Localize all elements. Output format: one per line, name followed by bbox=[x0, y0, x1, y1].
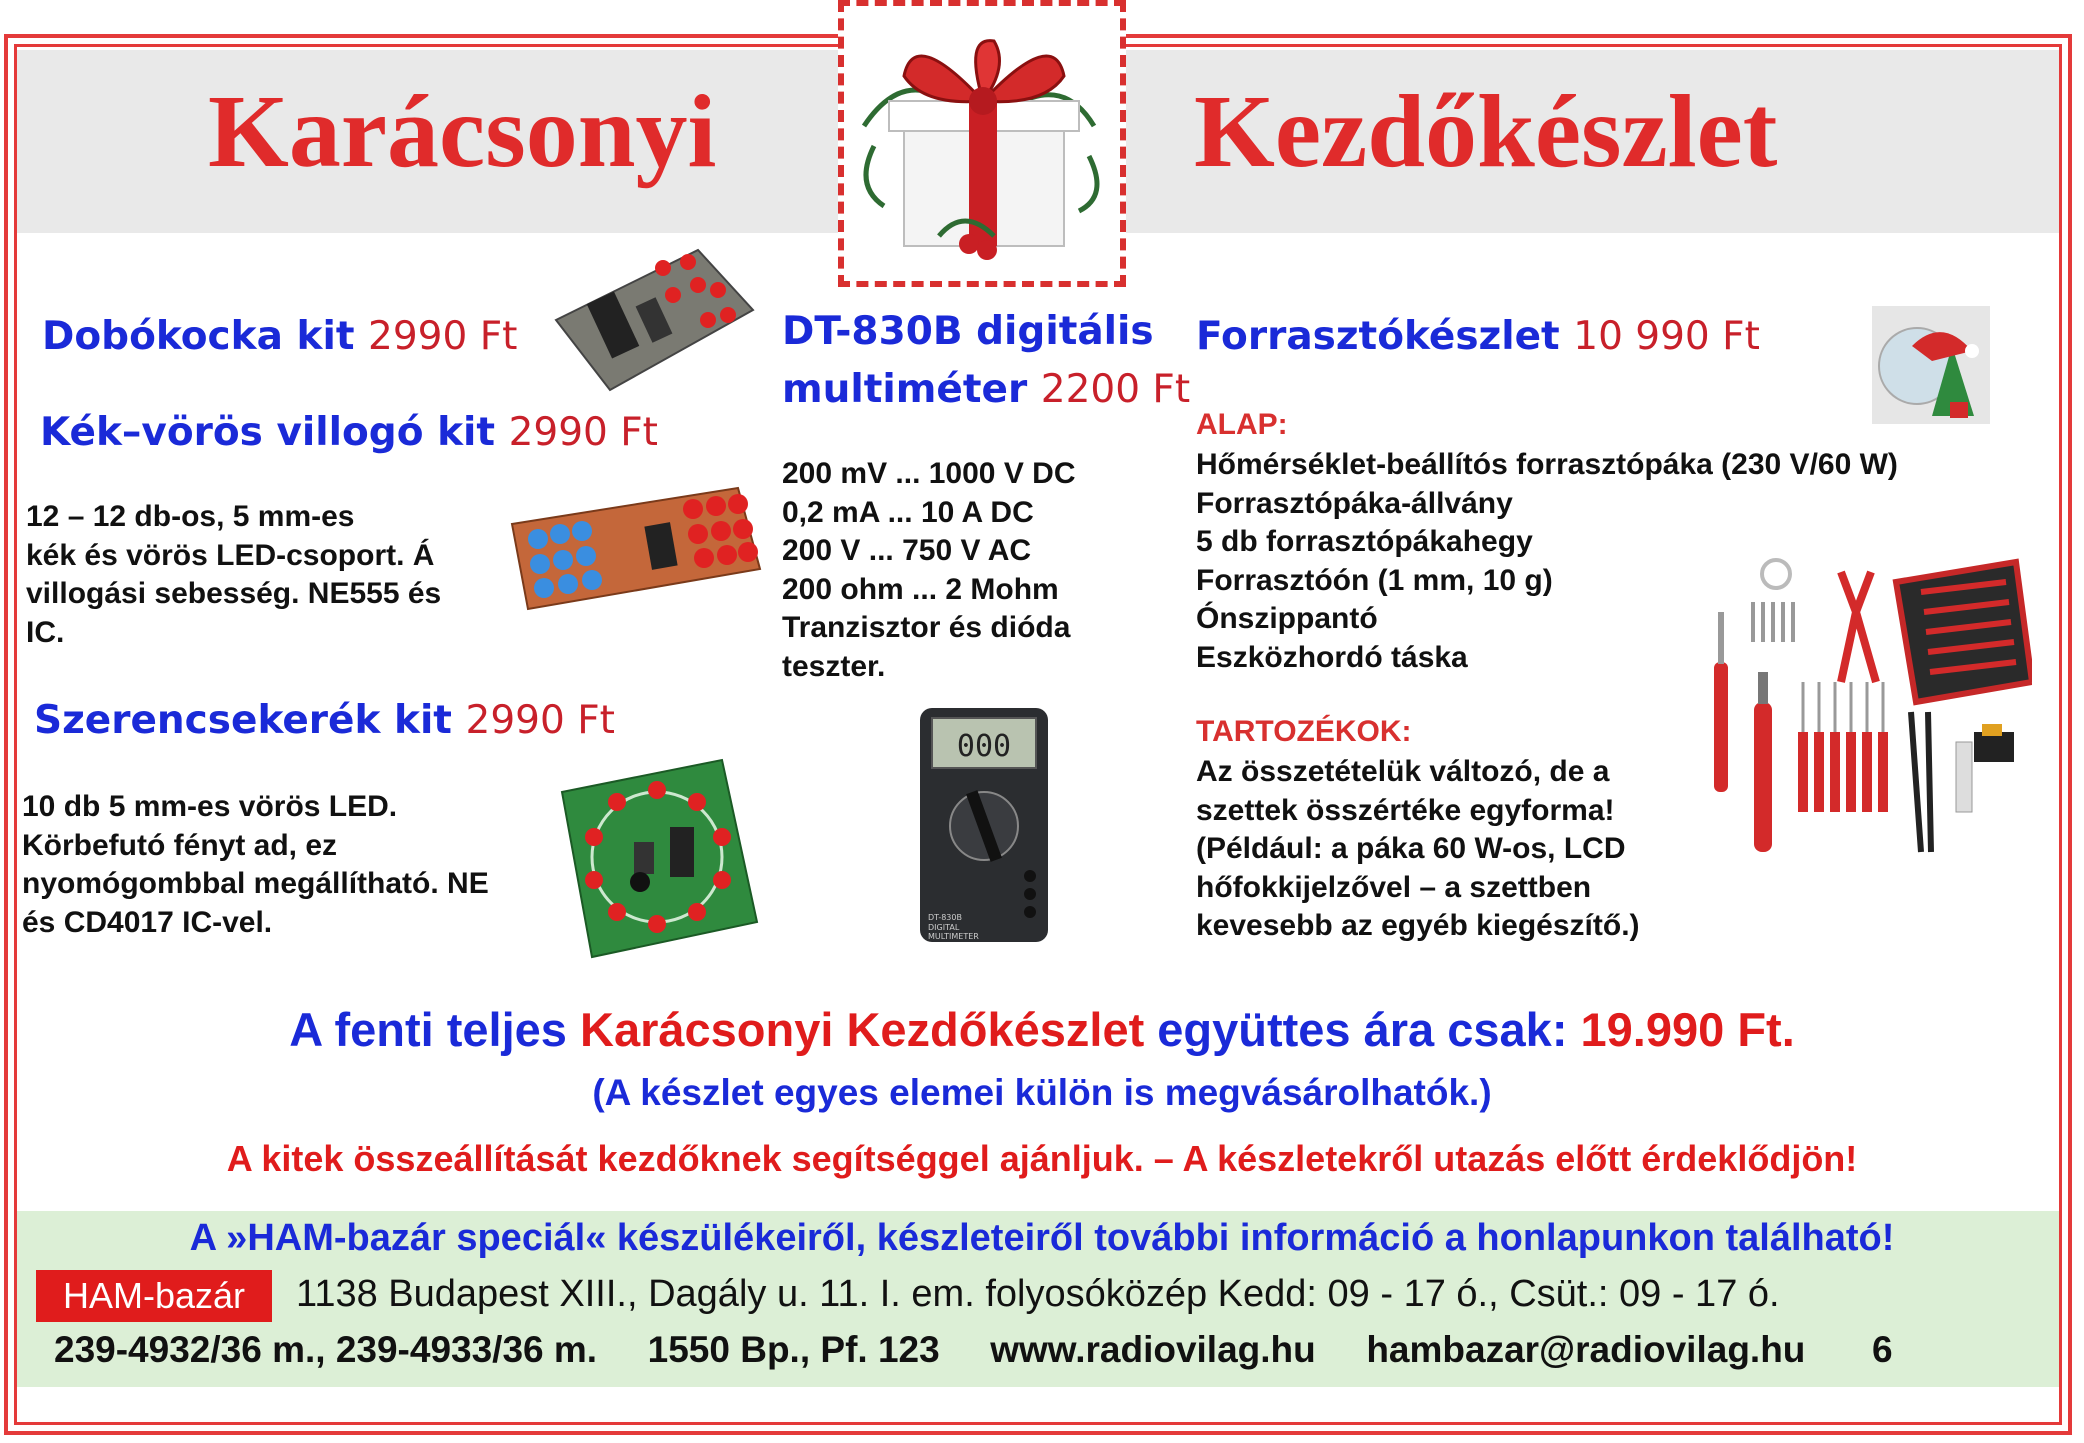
wheel-kit-name: Szerencsekerék kit bbox=[34, 698, 452, 743]
footer-email-link[interactable]: hambazar@radiovilag.hu bbox=[1366, 1329, 1806, 1370]
dice-kit-price: 2990 Ft bbox=[368, 314, 518, 359]
multimeter-price: 2200 Ft bbox=[1040, 367, 1191, 412]
alap-heading: ALAP: bbox=[1196, 408, 1288, 441]
ham-bazar-badge: HAM-bazár bbox=[36, 1270, 272, 1322]
multimeter-spec-line: 200 mV ... 1000 V DC bbox=[782, 457, 1076, 490]
offer-note: (A készlet egyes elemei külön is megvásárolhatók.) bbox=[592, 1072, 1492, 1113]
multimeter-model-label: DT-830B bbox=[928, 913, 962, 922]
multimeter-title-line2 bbox=[782, 367, 1190, 412]
flasher-kit-photo bbox=[508, 484, 764, 614]
offer-part3: együttes ára csak: bbox=[1144, 1003, 1581, 1056]
title-left: Karácsonyi bbox=[208, 74, 717, 189]
offer-line bbox=[0, 1002, 2084, 1057]
wheel-kit-description bbox=[22, 788, 552, 942]
santa-tree-icon bbox=[1872, 306, 1990, 424]
alap-item: Hőmérséklet-beállítós forrasztópáka (230 V/60 W) bbox=[1196, 448, 1898, 481]
wheel-desc-line: 10 db 5 mm-es vörös LED. bbox=[22, 790, 398, 823]
dice-kit-photo bbox=[548, 240, 760, 398]
footer-website-link[interactable]: www.radiovilag.hu bbox=[990, 1329, 1316, 1370]
footer-address: 1138 Budapest XIII., Dagály u. 11. I. em. folyosóközép Kedd: 09 - 17 ó., Csüt.: 09 - 17 ó. bbox=[296, 1273, 1780, 1315]
footer-po-box: 1550 Bp., Pf. 123 bbox=[647, 1329, 940, 1370]
tartozek-line: hőfokkijelzővel – a szettben bbox=[1196, 870, 1592, 904]
flasher-kit-title bbox=[40, 410, 658, 455]
gift-box-icon bbox=[844, 6, 1120, 281]
offer-part1: A fenti teljes bbox=[289, 1003, 580, 1056]
offer-advice: A kitek összeállítását kezdőknek segítséggel ajánljuk. – A készletekről utazás előtt érdeklődjön! bbox=[226, 1138, 1858, 1179]
gift-box-frame bbox=[838, 0, 1126, 287]
flasher-kit-description bbox=[26, 498, 496, 652]
flasher-kit-name: Kék–vörös villogó kit bbox=[40, 410, 496, 455]
footer-info: A »HAM-bazár speciál« készülékeiről, készleteiről további információ a honlapunkon található! bbox=[189, 1217, 1895, 1259]
tartozek-heading: TARTOZÉKOK: bbox=[1196, 715, 1412, 748]
wheel-desc-line: Körbefutó fényt ad, ez bbox=[22, 828, 338, 862]
multimeter-title-line1: DT-830B digitális bbox=[782, 309, 1154, 354]
tartozek-line: kevesebb az egyéb kiegészítő.) bbox=[1196, 909, 1640, 943]
alap-item: Eszközhordó táska bbox=[1196, 640, 1468, 674]
multimeter-display: 000 bbox=[956, 729, 1012, 764]
soldering-kit-name: Forrasztókészlet bbox=[1196, 314, 1560, 359]
page-number: 6 bbox=[1871, 1329, 1893, 1370]
soldering-kit-price: 10 990 Ft bbox=[1573, 314, 1760, 359]
multimeter-spec-line: 0,2 mA ... 10 A DC bbox=[782, 495, 1034, 529]
alap-item: 5 db forrasztópákahegy bbox=[1196, 525, 1533, 559]
alap-item: Forrasztóón (1 mm, 10 g) bbox=[1196, 563, 1553, 597]
flasher-desc-line: kék és vörös LED-csoport. Á bbox=[26, 538, 435, 572]
alap-item: Forrasztópáka-állvány bbox=[1196, 486, 1513, 520]
wheel-desc-line: és CD4017 IC-vel. bbox=[22, 905, 273, 939]
multimeter-name: multiméter bbox=[782, 367, 1028, 412]
alap-item: Ónszippantó bbox=[1196, 602, 1378, 636]
flasher-desc-line: 12 – 12 db-os, 5 mm-es bbox=[26, 500, 355, 533]
multimeter-spec-line: 200 ohm ... 2 Mohm bbox=[782, 572, 1059, 606]
flasher-kit-price: 2990 Ft bbox=[508, 410, 658, 455]
multimeter-label-digital: DIGITAL bbox=[928, 923, 960, 932]
flasher-desc-line: IC. bbox=[26, 615, 65, 649]
wheel-desc-line: nyomógombbal megállítható. NE bbox=[22, 867, 489, 901]
multimeter-specs bbox=[782, 455, 1076, 687]
footer-contact bbox=[54, 1329, 1893, 1371]
tartozek-text bbox=[1196, 753, 1640, 946]
wheel-kit-photo bbox=[552, 752, 764, 964]
wheel-kit-title bbox=[34, 698, 615, 743]
dice-kit-name: Dobókocka kit bbox=[42, 314, 355, 359]
tartozek-line: Az összetételük változó, de a bbox=[1196, 755, 1610, 788]
footer-phones: 239-4932/36 m., 239-4933/36 m. bbox=[54, 1329, 598, 1370]
offer-price: 19.990 Ft. bbox=[1580, 1003, 1795, 1056]
multimeter-spec-line: teszter. bbox=[782, 649, 886, 683]
offer-kit-name: Karácsonyi Kezdőkészlet bbox=[580, 1003, 1145, 1056]
flasher-desc-line: villogási sebesség. NE555 és bbox=[26, 577, 442, 611]
tartozek-line: szettek összértéke egyforma! bbox=[1196, 793, 1615, 827]
title-right: Kezdőkészlet bbox=[1194, 74, 1778, 189]
dice-kit-title bbox=[42, 314, 517, 359]
soldering-kit-photo bbox=[1706, 552, 2032, 858]
tartozek-line: (Például: a páka 60 W-os, LCD bbox=[1196, 832, 1626, 866]
multimeter-photo bbox=[918, 706, 1050, 944]
multimeter-spec-line: Tranzisztor és dióda bbox=[782, 611, 1071, 645]
multimeter-spec-line: 200 V ... 750 V AC bbox=[782, 534, 1032, 568]
wheel-kit-price: 2990 Ft bbox=[465, 698, 615, 743]
multimeter-label-multimeter: MULTIMETER bbox=[928, 932, 979, 941]
soldering-kit-title bbox=[1196, 314, 1760, 359]
